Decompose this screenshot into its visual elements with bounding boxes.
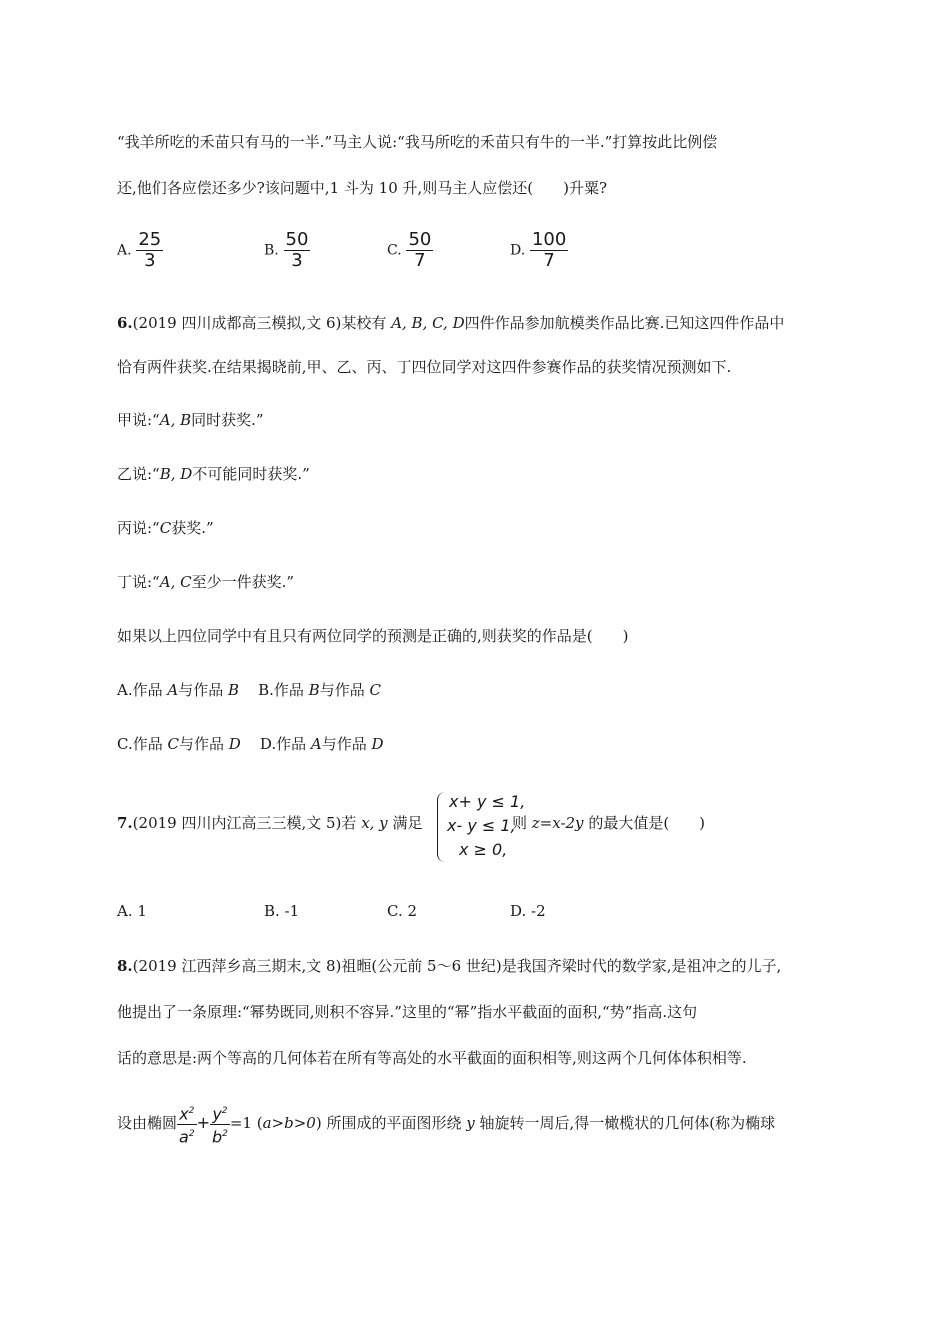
question-source: (2019 四川内江高三三模,文 5) xyxy=(132,814,342,832)
constraint-row: x+ y ≤ 1, xyxy=(449,792,526,811)
exponent: 2 xyxy=(188,1128,195,1139)
q7-option-b: B. -1 xyxy=(264,902,300,920)
variable: D xyxy=(228,735,241,753)
q6-options-row-1 xyxy=(117,680,381,700)
q7-option-a: A. 1 xyxy=(117,902,147,920)
text: 某校有 xyxy=(341,314,392,332)
denominator: a xyxy=(179,1126,189,1146)
q6-text-line-2: 恰有两件获奖.在结果揭晓前,甲、乙、丙、丁四位同学对这四件参赛作品的获奖情况预测如下. xyxy=(117,358,732,376)
variable: B xyxy=(228,681,240,699)
q6-prediction-yi xyxy=(117,464,310,484)
variable: B xyxy=(308,681,320,699)
option-label: A. xyxy=(117,242,132,259)
q8-text-line-1 xyxy=(117,956,781,976)
q6-option-d xyxy=(260,735,384,753)
variable: D xyxy=(371,735,384,753)
numerator: x xyxy=(179,1104,189,1124)
text: D.作品 xyxy=(259,735,311,753)
ellipse-fraction-x xyxy=(177,1102,197,1146)
q5-option-a xyxy=(117,230,163,271)
q7-option-c: C. 2 xyxy=(387,902,418,920)
q6-question: 如果以上四位同学中有且只有两位同学的预测是正确的,则获奖的作品是( ) xyxy=(117,627,629,645)
text: 甲说:“ xyxy=(117,411,160,429)
q6-option-b xyxy=(258,681,381,699)
numerator: 50 xyxy=(285,229,309,250)
q8-text-line-2: 他提出了一条原理:“幂势既同,则积不容异.”这里的“幂”指水平截面的面积,“势”指高.这句 xyxy=(117,1003,698,1021)
fraction xyxy=(136,230,163,271)
axis-variable: y xyxy=(466,1114,475,1132)
variables: A, C xyxy=(159,573,192,591)
text: 则 xyxy=(512,814,532,832)
q8-text-line-4 xyxy=(117,1098,775,1148)
variables: x, y xyxy=(361,814,388,832)
text: 若 xyxy=(341,814,362,832)
denominator: 3 xyxy=(144,250,156,271)
q8-text-line-3: 话的意思是:两个等高的几何体若在所有等高处的水平截面的面积相等,则这两个几何体体积相等. xyxy=(117,1049,747,1067)
text: 与作品 xyxy=(178,681,228,699)
text: 乙说:“ xyxy=(117,465,160,483)
denominator: b xyxy=(211,1126,223,1146)
text: 祖暅(公元前 5～6 世纪)是我国齐梁时代的数学家,是祖冲之的儿子, xyxy=(341,957,782,975)
variables: C xyxy=(159,519,172,537)
exponent: 2 xyxy=(222,1128,228,1139)
text: A.作品 xyxy=(117,681,168,699)
fraction xyxy=(530,230,568,271)
text: 至少一件获奖.” xyxy=(191,573,295,591)
variable: C xyxy=(369,681,381,699)
exponent: 2 xyxy=(188,1106,195,1117)
text: C.作品 xyxy=(117,735,168,753)
q7-text-line-1 xyxy=(117,813,422,833)
denominator: 7 xyxy=(543,250,555,271)
text: 的最大值是( ) xyxy=(583,814,706,832)
q6-option-a xyxy=(117,681,239,699)
variable: C xyxy=(167,735,179,753)
q5-option-d xyxy=(510,230,568,271)
q6-options-row-2 xyxy=(117,734,384,754)
numerator: 50 xyxy=(408,229,432,250)
q6-prediction-ding xyxy=(117,572,294,592)
constraint-row: x ≥ 0, xyxy=(459,840,508,859)
constraint-system xyxy=(437,792,526,864)
q6-text-line-1 xyxy=(117,313,784,333)
condition: a>b>0 xyxy=(262,1114,316,1132)
objective-expression: z=x-2y xyxy=(531,814,584,832)
constraint-row: x- y ≤ 1, xyxy=(447,816,516,835)
text: 与作品 xyxy=(321,735,372,753)
question-number: 8. xyxy=(117,957,133,975)
q6-option-c xyxy=(117,735,241,753)
plus-sign: + xyxy=(196,1113,210,1132)
q5-text-line-2: 还,他们各应偿还多少?该问题中,1 斗为 10 升,则马主人应偿还( )升粟? xyxy=(117,179,608,197)
variable: A xyxy=(310,735,322,753)
variables: A, B, C, D xyxy=(391,314,465,332)
text: B.作品 xyxy=(258,681,309,699)
numerator: 25 xyxy=(138,229,162,250)
text: 与作品 xyxy=(178,735,229,753)
question-source: (2019 江西萍乡高三期末,文 8) xyxy=(132,957,342,975)
exponent: 2 xyxy=(221,1106,228,1117)
text: 四件作品参加航模类作品比赛.已知这四件作品中 xyxy=(464,314,785,332)
denominator: 3 xyxy=(291,250,303,271)
option-label: B. xyxy=(264,242,279,259)
q7-option-d: D. -2 xyxy=(510,902,546,920)
text: =1 ( xyxy=(229,1114,263,1132)
option-label: C. xyxy=(387,242,402,259)
text: 不可能同时获奖.” xyxy=(192,465,310,483)
text: ) 所围成的平面图形绕 xyxy=(315,1114,467,1132)
q6-prediction-jia xyxy=(117,410,264,430)
text: 丁说:“ xyxy=(117,573,160,591)
q6-prediction-bing xyxy=(117,518,214,538)
text: 丙说:“ xyxy=(117,519,160,537)
q5-text-line-1: “我羊所吃的禾苗只有马的一半.”马主人说:“我马所吃的禾苗只有牛的一半.”打算按此比例偿 xyxy=(117,133,718,151)
text: 同时获奖.” xyxy=(191,411,264,429)
denominator: 7 xyxy=(414,250,426,271)
text: 获奖.” xyxy=(171,519,214,537)
variables: B, D xyxy=(159,465,193,483)
q5-option-c xyxy=(387,230,433,271)
text: 满足 xyxy=(387,814,423,832)
question-source: (2019 四川成都高三模拟,文 6) xyxy=(132,314,342,332)
option-label: D. xyxy=(510,242,526,259)
fraction xyxy=(406,230,433,271)
q7-text-line-1-tail xyxy=(512,813,705,833)
text: 设由椭圆 xyxy=(117,1114,178,1132)
question-number: 6. xyxy=(117,314,133,332)
question-number: 7. xyxy=(117,814,133,832)
numerator: 100 xyxy=(531,229,567,250)
variable: A xyxy=(167,681,179,699)
q5-option-b xyxy=(264,230,310,271)
numerator: y xyxy=(212,1104,222,1124)
variables: A, B xyxy=(159,411,192,429)
fraction xyxy=(284,230,311,271)
text: 与作品 xyxy=(319,681,370,699)
ellipse-fraction-y xyxy=(210,1102,230,1146)
text: 轴旋转一周后,得一橄榄状的几何体(称为椭球 xyxy=(474,1114,776,1132)
